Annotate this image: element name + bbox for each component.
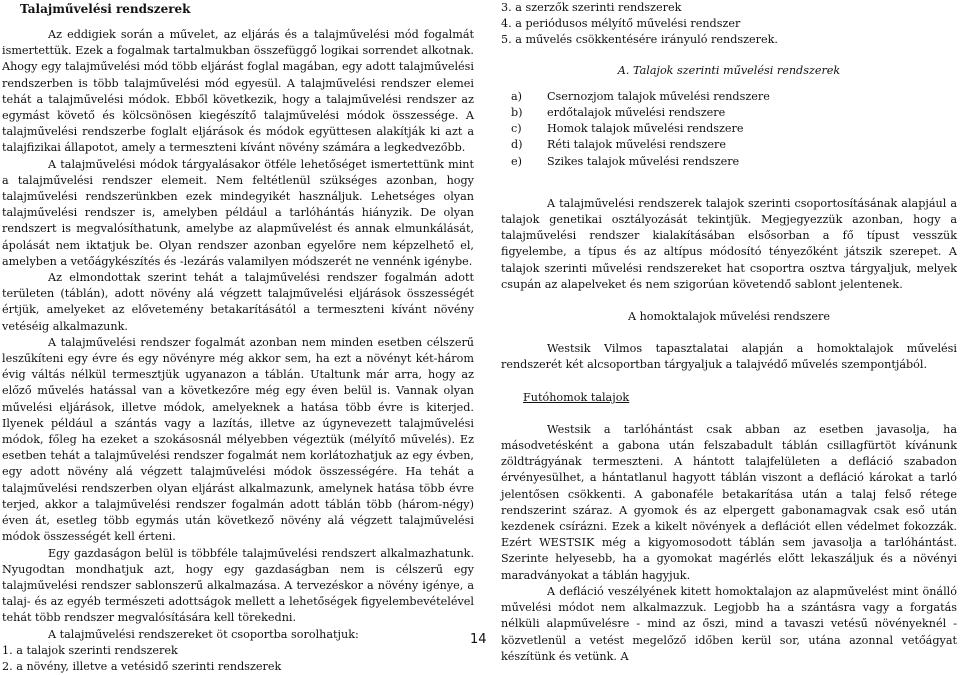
- list-item: 2. a növény, illetve a vetésidő szerinti rendszerek: [2, 659, 282, 673]
- paragraph: A defláció veszélyének kitett homoktalajon az alapművelést mint önálló művelési módot nem alkalmazzuk. Legjobb ha a szántásra vagy a forgatás nélküli alapművelésre - mind az őszi, mind a tavaszi vetésű növényeknél - közvetlenül a vetést megelőző időben kerül sor, utána azonnal vetőágyat készítünk és vetünk. A: [501, 584, 957, 663]
- list-item: a) Csernozjom talajok művelési rendszere: [511, 89, 770, 103]
- paragraph: Az eddigiek során a művelet, az eljárás és a talajművelési mód fogalmát ismertettük. Ezek a fogalmak tartalmukban összefüggő logikai sorrendet alkotnak. Ahogy egy talajművelési mód több eljárást foglal magában, egy adott talajművelési rendszerben is több talajművelési mód egyesül. A talajművelési rendszer elemei tehát a talajművelési módok. Ebből következik, hogy a talajművelési rendszer az egymást követő és kölcsönösen kiegészítő talajművelési módok összessége. A talajművelési rendszerbe foglalt eljárások és módok együttesen alakítják ki azt a talajfizikai állapotot, amely a termeszteni kívánt növény számára a legkedvezőbb.: [2, 28, 474, 155]
- list-item: e) Szikes talajok művelési rendszere: [511, 154, 740, 168]
- left-column: [2, 0, 474, 675]
- paragraph: Westsik Vilmos tapasztalatai alapján a homoktalajok művelési rendszerét két alcsoportban tárgyaljuk a talajvédő művelés szempontjából.: [501, 342, 957, 372]
- paragraph: A talajművelési rendszer fogalmát azonban nem minden esetben célszerű leszűkíteni egy évre és egy növényre még akkor sem, ha ezt a növényt két-három évig váltás nélkül termesztjük ugyanazon a táblán. Utaltunk már arra, hogy az előző művelés hatással van a következőre még egy éven belül is. Vannak olyan művelési eljárások, illetve módok, amelyeknek a hatása több évre is kiterjed. Ilyenek például a szántás vagy a lazítás, illetve az úgynevezett talajművelési módok, főleg ha ezeket a szokásosnál mélyebben végeztük (mélyítő művelés). Ez esetben tehát a talajművelési rendszer fogalmát nem korlátozhatjuk az egy évben, egy adott növény alá végzett talajművelési módok összességére. Ha tehát a talajművelési rendszerben olyan eljárást alkalmazunk, amelynek hatása több évre terjed, akkor a talajművelési rendszer fogalmán adott táblán több (három-négy) éven át, esetleg több egymás után következő növény alá végzett talajművelési módok összességét kell érteni.: [2, 335, 474, 544]
- paragraph: Westsik a tarlóhántást csak abban az esetben javasolja, ha másodvetésként a gabona után felszabadult táblán csillagfürtöt kívánunk zöldtrágyának termeszteni. A hántott talajfelületen a defláció szabadon érvényesülhet, a hántatlanul hagyott táblán viszont a defláció károkat a tarló jelentősen csökkenti. A gabonaféle betakarítása után a talaj felső rétege rendszerint száraz. A gyomok és az elpergett gabonamagvak csak eső után kezdenek csírázni. Ezek a kikelt növények a deflációt ellen védelmet fokozzák. Ezért WESTSIK még a kigyomosodott táblán sem javasolja a tarlóhántást. Szerinte helyesebb, ha a gyomokat magérlés előtt lekaszáljuk és a növényi maradványokat a táblán hagyjuk.: [501, 422, 957, 582]
- paragraph: Egy gazdaságon belül is többféle talajművelési rendszert alkalmazhatunk. Nyugodtan mondhatjuk azt, hogy egy gazdaságban nem is célszerű egy talajművelési rendszer sablonszerű alkalmazása. A tervezéskor a növény igénye, a talaj- és az egyéb természeti adottságok mellett a lehetőségek figyelembevételével tehát több rendszer megvalósítására kell törekedni.: [2, 546, 474, 625]
- subsection-heading: Futóhomok talajok: [523, 390, 630, 404]
- section-subheading: A. Talajok szerinti művelési rendszerek: [617, 63, 841, 77]
- list-item: c) Homok talajok művelési rendszere: [511, 122, 744, 136]
- paragraph: A talajművelési rendszereket öt csoportba sorolhatjuk:: [48, 627, 359, 641]
- paragraph: A talajművelési rendszerek talajok szerinti csoportosításának alapjául a talajok genetikai osztályozását tekintjük. Megjegyezzük azonban, hogy a talajművelési rendszer kialakításában elsősorban a fő típust vesszük figyelembe, a típus és az altípus módosító tényezőként játszik szerepet. A talajok szerinti művelési rendszereket hat csoportra osztva tárgyaljuk, melyek csupán az alapelveket és nem szigorúan követendő sablont jelentenek.: [501, 196, 957, 291]
- list-item: 5. a művelés csökkentésére irányuló rendszerek.: [501, 33, 778, 47]
- soil-type-list: [511, 89, 957, 170]
- group-list-continued: [501, 0, 957, 49]
- paragraph: A talajművelési módok tárgyalásakor ötféle lehetőséget ismertettünk mint a talajművelési rendszer elemeit. Nem feltétlenül szükséges azonban, hogy talajművelési rendszerünkben ezek mindegyikét használjuk. Lehetséges olyan talajművelési rendszer is, amelyben például a tarlóhántás hiányzik. De olyan rendszert is megvalósíthatunk, amelybe az alapművelést és annak elmunkálását, ápolását nem iktatjuk be. Olyan rendszer azonban egyelőre nem képzelhető el, amelyben a vetőágykészítés és -lezárás valamilyen módszerét ne vennénk igénybe.: [2, 157, 474, 268]
- right-column: [501, 0, 957, 665]
- section-heading: A homoktalajok művelési rendszere: [627, 310, 831, 324]
- list-item: 4. a periódusos mélyítő művelési rendszer: [501, 17, 741, 31]
- list-item: 1. a talajok szerinti rendszerek: [2, 643, 178, 657]
- list-item: b) erdőtalajok művelési rendszere: [511, 106, 726, 120]
- page-title: Talajművelési rendszerek: [20, 2, 191, 16]
- page-number: 14: [470, 632, 487, 647]
- list-item: 3. a szerzők szerinti rendszerek: [501, 1, 682, 14]
- list-item: d) Réti talajok művelési rendszere: [511, 138, 727, 152]
- paragraph: Az elmondottak szerint tehát a talajművelési rendszer fogalmán adott területen (táblán), adott növény alá végzett talajművelési eljárások összességét értjük, amelyeket az elővetemény betakarításától a termeszteni kívánt növény vetéséig alkalmazunk.: [2, 271, 474, 333]
